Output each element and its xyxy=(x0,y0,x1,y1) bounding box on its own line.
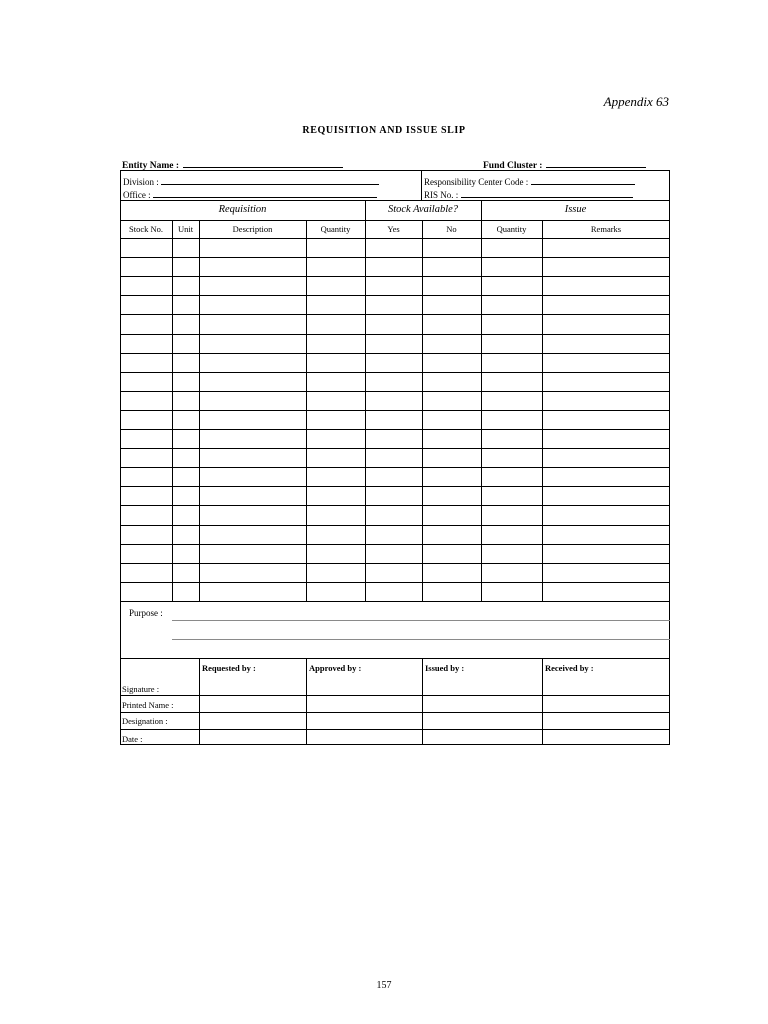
header-divider xyxy=(120,200,670,201)
division-field xyxy=(123,175,413,187)
table-row-line xyxy=(120,353,670,354)
printed-name-label: Printed Name : xyxy=(122,700,174,710)
table-row-line xyxy=(120,295,670,296)
fund-cluster-label: Fund Cluster : xyxy=(483,161,543,171)
col-stock-no: Stock No. xyxy=(129,224,163,234)
group-header-divider xyxy=(120,220,670,221)
sign-col-divider-4 xyxy=(542,658,543,745)
office-blank xyxy=(153,188,377,198)
table-row-line xyxy=(120,582,670,583)
table-column-line xyxy=(422,220,423,601)
col-quantity-requested: Quantity xyxy=(320,224,351,234)
rcc-label: Responsibility Center Code : xyxy=(424,177,529,187)
appendix-label: Appendix 63 xyxy=(603,94,669,109)
ris-blank xyxy=(461,188,633,198)
col-remarks: Remarks xyxy=(590,224,622,234)
table-column-line xyxy=(481,200,482,601)
col-no: No xyxy=(446,224,457,234)
sign-row-line-1 xyxy=(120,695,670,696)
division-label: Division : xyxy=(123,177,159,187)
header-vertical-divider xyxy=(421,170,422,200)
col-description: Description xyxy=(232,224,273,234)
form-title: REQUISITION AND ISSUE SLIP xyxy=(302,125,466,136)
table-row-line xyxy=(120,314,670,315)
col-unit: Unit xyxy=(177,224,194,234)
designation-label: Designation : xyxy=(122,716,168,726)
table-row-line xyxy=(120,448,670,449)
sign-col-divider-2 xyxy=(306,658,307,745)
requested-by-label: Requested by : xyxy=(202,663,256,673)
items-table-bottom xyxy=(120,601,670,602)
table-row-line xyxy=(120,563,670,564)
division-blank xyxy=(161,175,379,185)
rcc-field xyxy=(424,175,664,187)
sign-col-divider-3 xyxy=(422,658,423,745)
purpose-bottom xyxy=(120,658,670,659)
group-stock-available: Stock Available? xyxy=(387,204,459,215)
table-row-line xyxy=(120,525,670,526)
issued-by-label: Issued by : xyxy=(425,663,465,673)
purpose-line-1 xyxy=(172,620,670,621)
received-by-label: Received by : xyxy=(545,663,594,673)
ris-label: RIS No. : xyxy=(424,190,459,200)
table-column-line xyxy=(542,220,543,601)
fund-cluster-blank xyxy=(546,158,646,168)
table-row-line xyxy=(120,276,670,277)
table-row-line xyxy=(120,391,670,392)
table-row-line xyxy=(120,372,670,373)
date-label: Date : xyxy=(122,734,143,744)
col-quantity-issued: Quantity xyxy=(496,224,527,234)
col-yes: Yes xyxy=(387,224,400,234)
table-row-line xyxy=(120,486,670,487)
signature-label: Signature : xyxy=(122,684,160,694)
sign-row-line-2 xyxy=(120,712,670,713)
ris-field xyxy=(424,188,664,200)
group-issue: Issue xyxy=(564,204,587,215)
group-requisition: Requisition xyxy=(218,204,267,215)
office-field xyxy=(123,188,413,200)
purpose-line-2 xyxy=(172,639,670,640)
column-header-divider xyxy=(120,238,670,239)
table-row-line xyxy=(120,410,670,411)
rcc-blank xyxy=(531,175,635,185)
entity-name-label: Entity Name : xyxy=(122,161,179,171)
entity-name-blank xyxy=(183,158,343,168)
table-column-line xyxy=(365,200,366,601)
page-number: 157 xyxy=(376,980,392,991)
office-label: Office : xyxy=(123,190,151,200)
table-row-line xyxy=(120,334,670,335)
table-column-line xyxy=(306,220,307,601)
sign-row-line-3 xyxy=(120,729,670,730)
table-row-line xyxy=(120,257,670,258)
table-row-line xyxy=(120,467,670,468)
table-column-line xyxy=(172,220,173,601)
table-row-line xyxy=(120,429,670,430)
table-column-line xyxy=(199,220,200,601)
purpose-label: Purpose : xyxy=(129,608,163,618)
sign-col-divider-1 xyxy=(199,658,200,745)
approved-by-label: Approved by : xyxy=(309,663,362,673)
table-row-line xyxy=(120,544,670,545)
table-row-line xyxy=(120,505,670,506)
